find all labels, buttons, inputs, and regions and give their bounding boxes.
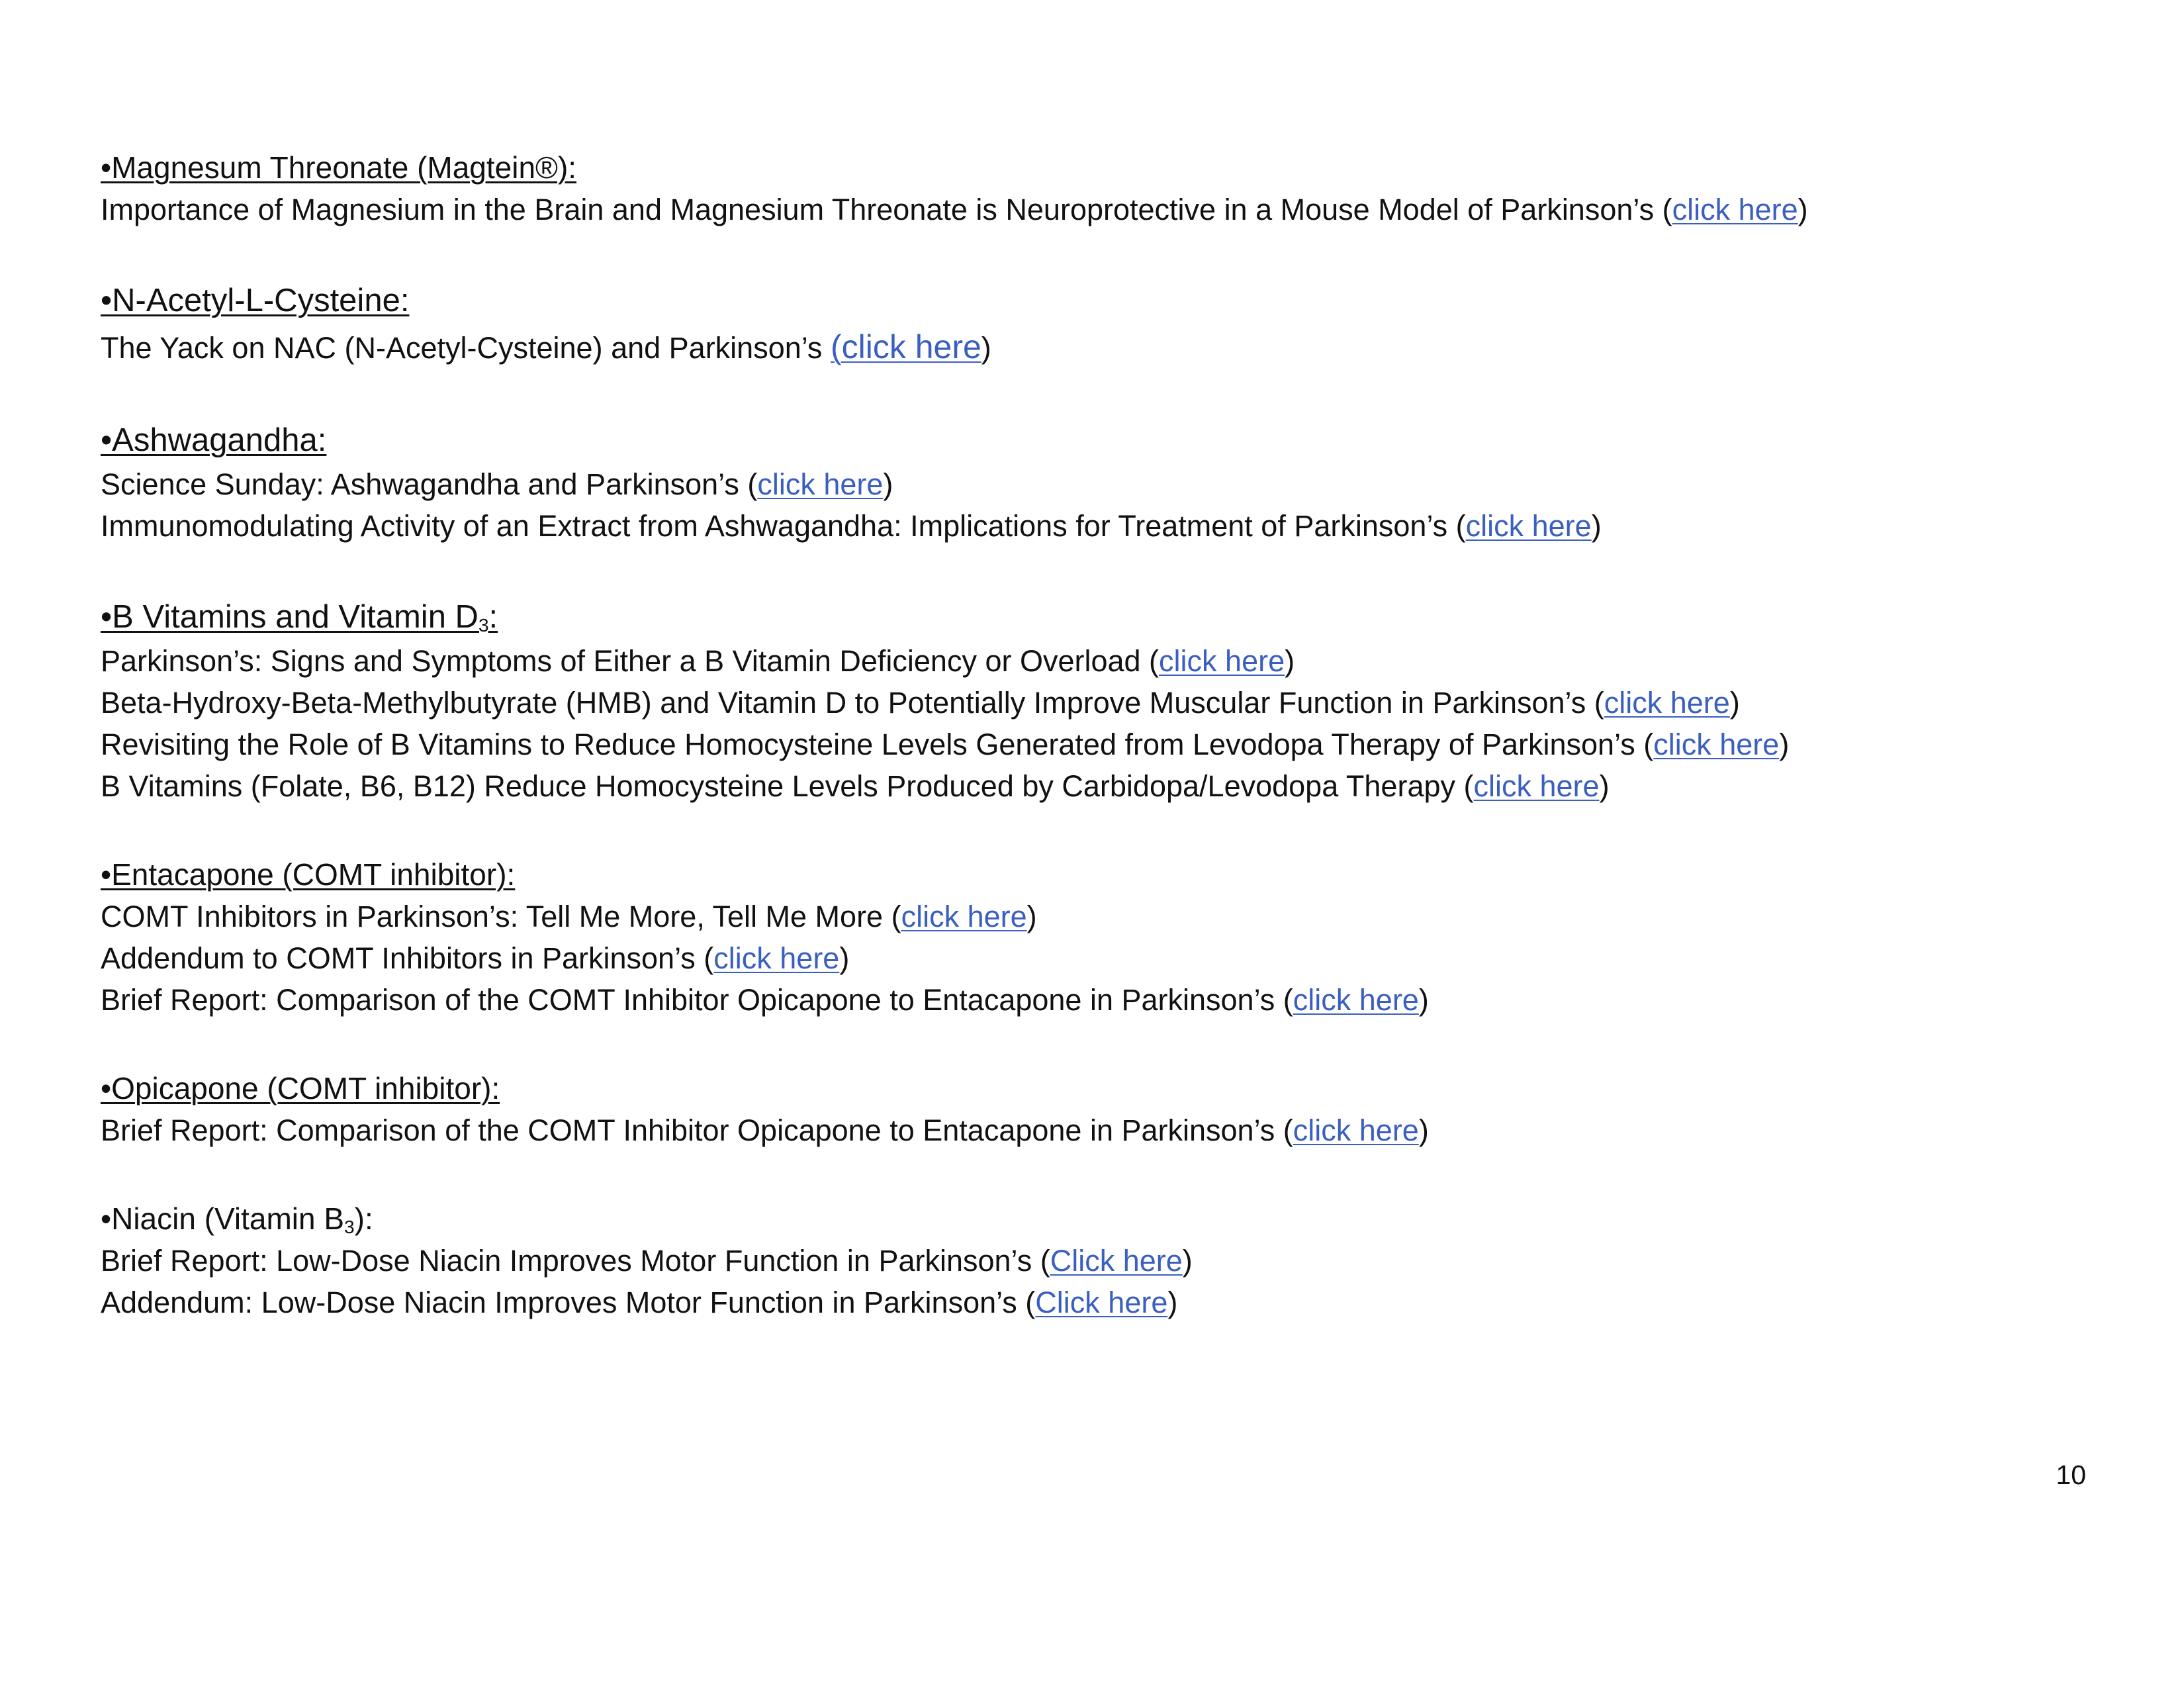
reference-line [101, 979, 2086, 1021]
click-here-link[interactable]: click here [1293, 1113, 1419, 1147]
section-heading [101, 417, 2086, 463]
heading-text: •N-Acetyl-L-Cysteine: [101, 283, 410, 318]
closing-paren: ) [981, 331, 991, 365]
reference-title: Importance of Magnesium in the Brain and Magnesium Threonate is Neuroprotective in a Mouse Model of Parkinson’s ( [101, 193, 1672, 226]
reference-title: Addendum: Low-Dose Niacin Improves Motor Function in Parkinson’s ( [101, 1286, 1036, 1319]
reference-title: Brief Report: Low-Dose Niacin Improves Motor Function in Parkinson’s ( [101, 1244, 1050, 1278]
reference-title: Beta-Hydroxy-Beta-Methylbutyrate (HMB) and Vitamin D to Potentially Improve Muscular Function in Parkinson’s ( [101, 686, 1604, 720]
click-here-link[interactable]: (click here [830, 328, 981, 365]
closing-paren: ) [1026, 900, 1037, 933]
section-b-vitamins-vitamin-d3 [101, 594, 2086, 807]
reference-title: Brief Report: Comparison of the COMT Inhibitor Opicapone to Entacapone in Parkinson’s ( [101, 1113, 1293, 1147]
closing-paren: ) [1779, 727, 1790, 761]
reference-title: The Yack on NAC (N-Acetyl-Cysteine) and Parkinson’s [101, 331, 831, 365]
click-here-link[interactable]: click here [1604, 686, 1730, 720]
page-number: 10 [2056, 1460, 2086, 1490]
closing-paren: ) [1599, 769, 1610, 803]
click-here-link[interactable]: Click here [1050, 1244, 1183, 1278]
reference-title: Addendum to COMT Inhibitors in Parkinson’s ( [101, 941, 714, 975]
heading-subscript: 3 [478, 615, 489, 635]
closing-paren: ) [1729, 686, 1740, 720]
reference-title: Parkinson’s: Signs and Symptoms of Either a B Vitamin Deficiency or Overload ( [101, 644, 1160, 678]
reference-line [101, 765, 2086, 807]
closing-paren: ) [1285, 644, 1295, 678]
reference-line [101, 324, 2086, 370]
click-here-link[interactable]: click here [1159, 644, 1285, 678]
section-ashwagandha [101, 417, 2086, 547]
closing-paren: ) [1418, 983, 1429, 1017]
section-opicapone [101, 1068, 2086, 1151]
reference-line [101, 463, 2086, 505]
section-heading [101, 594, 2086, 640]
closing-paren: ) [1182, 1244, 1193, 1278]
click-here-link[interactable]: click here [757, 467, 884, 501]
reference-line [101, 682, 2086, 724]
closing-paren: ) [1591, 509, 1602, 543]
section-heading [101, 1068, 2086, 1109]
section-heading [101, 1198, 2086, 1240]
section-n-acetyl-l-cysteine [101, 277, 2086, 370]
heading-text: •Magnesum Threonate (Magtein®): [101, 150, 577, 185]
reference-title: Science Sunday: Ashwagandha and Parkinson’s ( [101, 467, 758, 501]
click-here-link[interactable]: click here [1672, 193, 1798, 226]
click-here-link[interactable]: click here [901, 900, 1027, 933]
heading-text: •B Vitamins and Vitamin $D_3$: [101, 599, 498, 635]
closing-paren: ) [1167, 1286, 1178, 1319]
heading-text: •Opicapone (COMT inhibitor): [101, 1071, 500, 1105]
reference-line [101, 640, 2086, 682]
click-here-link[interactable]: click here [1465, 509, 1592, 543]
section-magnesium-threonate [101, 147, 2086, 230]
click-here-link[interactable]: click here [1293, 983, 1419, 1017]
click-here-link[interactable]: click here [1473, 769, 1600, 803]
reference-line [101, 937, 2086, 979]
reference-line [101, 1109, 2086, 1151]
section-niacin [101, 1198, 2086, 1323]
reference-line [101, 1240, 2086, 1282]
closing-paren: ) [1418, 1113, 1429, 1147]
reference-line [101, 1282, 2086, 1323]
reference-line [101, 505, 2086, 547]
heading-text: •Niacin (Vitamin $B_3$): [101, 1201, 373, 1237]
heading-subscript: 3 [344, 1217, 355, 1237]
section-heading [101, 854, 2086, 896]
reference-title: Immunomodulating Activity of an Extract from Ashwagandha: Implications for Treatment of Parkinson’s ( [101, 509, 1466, 543]
closing-paren: ) [1797, 193, 1808, 226]
click-here-link[interactable]: click here [1653, 727, 1780, 761]
document-page [101, 147, 2086, 1370]
section-heading [101, 147, 2086, 189]
reference-line [101, 724, 2086, 765]
closing-paren: ) [839, 941, 850, 975]
reference-line [101, 189, 2086, 230]
closing-paren: ) [883, 467, 893, 501]
click-here-link[interactable]: click here [713, 941, 840, 975]
click-here-link[interactable]: Click here [1035, 1286, 1168, 1319]
heading-text: •Entacapone (COMT inhibitor): [101, 857, 516, 892]
reference-line [101, 896, 2086, 937]
reference-title: COMT Inhibitors in Parkinson’s: Tell Me More, Tell Me More ( [101, 900, 901, 933]
reference-title: Revisiting the Role of B Vitamins to Reduce Homocysteine Levels Generated from Levodopa Therapy of Parkinson’s ( [101, 727, 1654, 761]
reference-title: B Vitamins (Folate, B6, B12) Reduce Homocysteine Levels Produced by Carbidopa/Levodopa Therapy ( [101, 769, 1474, 803]
section-entacapone [101, 854, 2086, 1021]
heading-text: •Ashwagandha: [101, 422, 327, 458]
reference-title: Brief Report: Comparison of the COMT Inhibitor Opicapone to Entacapone in Parkinson’s ( [101, 983, 1293, 1017]
section-heading [101, 277, 2086, 324]
